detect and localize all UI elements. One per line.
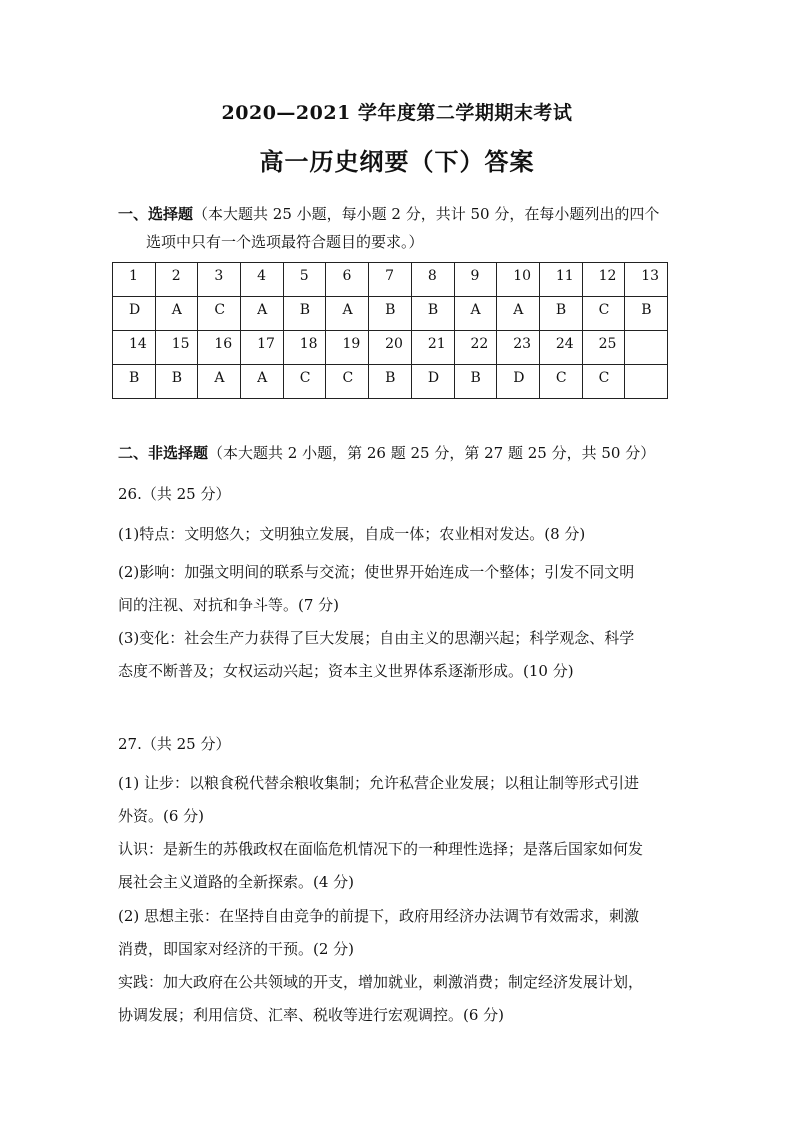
table-cell: D xyxy=(113,297,156,331)
table-cell: 19 xyxy=(326,331,369,365)
table-cell: 21 xyxy=(411,331,454,365)
table-row-answers-1 xyxy=(113,297,668,331)
table-cell: 12 xyxy=(582,263,625,297)
table-cell: 22 xyxy=(454,331,497,365)
table-row-numbers-1 xyxy=(113,263,668,297)
table-cell: 3 xyxy=(198,263,241,297)
table-row-answers-2 xyxy=(113,365,668,399)
table-cell: B xyxy=(155,365,198,399)
q27-part3-line2: 消费，即国家对经济的干预。(2 分) xyxy=(118,940,355,958)
table-cell: B xyxy=(539,297,582,331)
table-cell: A xyxy=(198,365,241,399)
q26-part3-line2: 态度不断普及；女权运动兴起；资本主义世界体系逐渐形成。(10 分) xyxy=(118,662,574,680)
table-cell: 8 xyxy=(411,263,454,297)
table-cell xyxy=(625,365,668,399)
table-cell: C xyxy=(326,365,369,399)
table-cell: B xyxy=(411,297,454,331)
q26-part2 xyxy=(118,556,688,622)
table-cell: C xyxy=(582,365,625,399)
section1-header xyxy=(118,200,688,256)
table-cell: 17 xyxy=(241,331,284,365)
table-cell: 13 xyxy=(625,263,668,297)
table-cell: C xyxy=(198,297,241,331)
table-cell: B xyxy=(454,365,497,399)
section2-label: 二、非选择题 xyxy=(118,444,209,462)
q27-part1 xyxy=(118,767,688,833)
table-cell: 5 xyxy=(283,263,326,297)
q27-heading: 27.（共 25 分） xyxy=(118,735,231,753)
section1-desc-line1: （本大题共 25 小题，每小题 2 分，共计 50 分，在每小题列出的四个 xyxy=(193,205,660,223)
table-cell: A xyxy=(241,365,284,399)
table-cell: A xyxy=(454,297,497,331)
table-cell: A xyxy=(241,297,284,331)
q26-part2-line1: (2)影响：加强文明间的联系与交流；使世界开始连成一个整体；引发不同文明 xyxy=(118,563,635,581)
table-cell: 11 xyxy=(539,263,582,297)
table-cell: 1 xyxy=(113,263,156,297)
q27-part2-line2: 展社会主义道路的全新探索。(4 分) xyxy=(118,873,355,891)
table-cell: 7 xyxy=(369,263,412,297)
q27-part1-line2: 外资。(6 分) xyxy=(118,807,205,825)
q27-part3-line1: (2) 思想主张：在坚持自由竞争的前提下，政府用经济办法调节有效需求，刺激 xyxy=(118,907,640,925)
table-cell: B xyxy=(369,365,412,399)
q27-part3 xyxy=(118,900,688,966)
q26-part3 xyxy=(118,622,688,688)
table-cell: 10 xyxy=(497,263,540,297)
q27-part4 xyxy=(118,966,688,1032)
table-cell xyxy=(625,331,668,365)
table-cell: 14 xyxy=(113,331,156,365)
q26-part2-line2: 间的注视、对抗和争斗等。(7 分) xyxy=(118,596,340,614)
table-cell: 9 xyxy=(454,263,497,297)
q27-part4-line2: 协调发展；利用信贷、汇率、税收等进行宏观调控。(6 分) xyxy=(118,1006,505,1024)
table-cell: B xyxy=(369,297,412,331)
table-cell: C xyxy=(582,297,625,331)
q27-part2 xyxy=(118,833,688,899)
table-cell: 2 xyxy=(155,263,198,297)
table-cell: C xyxy=(283,365,326,399)
table-cell: 4 xyxy=(241,263,284,297)
table-cell: A xyxy=(155,297,198,331)
table-cell: C xyxy=(539,365,582,399)
table-cell: 16 xyxy=(198,331,241,365)
section1-line1 xyxy=(118,200,688,228)
q26-part3-line1: (3)变化：社会生产力获得了巨大发展；自由主义的思潮兴起；科学观念、科学 xyxy=(118,629,635,647)
table-cell: 23 xyxy=(497,331,540,365)
q27-part1-line1: (1) 让步：以粮食税代替余粮收集制；允许私营企业发展；以租让制等形式引进 xyxy=(118,774,640,792)
q27-part4-line1: 实践：加大政府在公共领域的开支，增加就业，刺激消费；制定经济发展计划， xyxy=(118,973,644,991)
table-cell: 24 xyxy=(539,331,582,365)
table-cell: 15 xyxy=(155,331,198,365)
answer-table xyxy=(112,262,668,399)
section1-label: 一、选择题 xyxy=(118,205,194,223)
table-cell: 20 xyxy=(369,331,412,365)
q27-part2-line1: 认识：是新生的苏俄政权在面临危机情况下的一种理性选择；是落后国家如何发 xyxy=(118,840,644,858)
section2-desc: （本大题共 2 小题，第 26 题 25 分，第 27 题 25 分，共 50 分） xyxy=(208,444,656,462)
section1-desc-line2: 选项中只有一个选项最符合题目的要求。） xyxy=(146,233,424,251)
q26-heading: 26.（共 25 分） xyxy=(118,485,231,503)
exam-title: 2020—2021 学年度第二学期期末考试 xyxy=(221,102,573,124)
table-cell: A xyxy=(497,297,540,331)
answer-sheet-subtitle: 高一历史纲要（下）答案 xyxy=(259,147,535,176)
table-cell: 25 xyxy=(582,331,625,365)
section2-header xyxy=(118,437,688,470)
table-cell: A xyxy=(326,297,369,331)
table-cell: D xyxy=(411,365,454,399)
table-cell: B xyxy=(113,365,156,399)
table-cell: B xyxy=(625,297,668,331)
table-row-numbers-2 xyxy=(113,331,668,365)
table-cell: 18 xyxy=(283,331,326,365)
table-cell: 6 xyxy=(326,263,369,297)
table-cell: B xyxy=(283,297,326,331)
q26-part1: (1)特点：文明悠久；文明独立发展，自成一体；农业相对发达。(8 分) xyxy=(118,525,586,543)
table-cell: D xyxy=(497,365,540,399)
